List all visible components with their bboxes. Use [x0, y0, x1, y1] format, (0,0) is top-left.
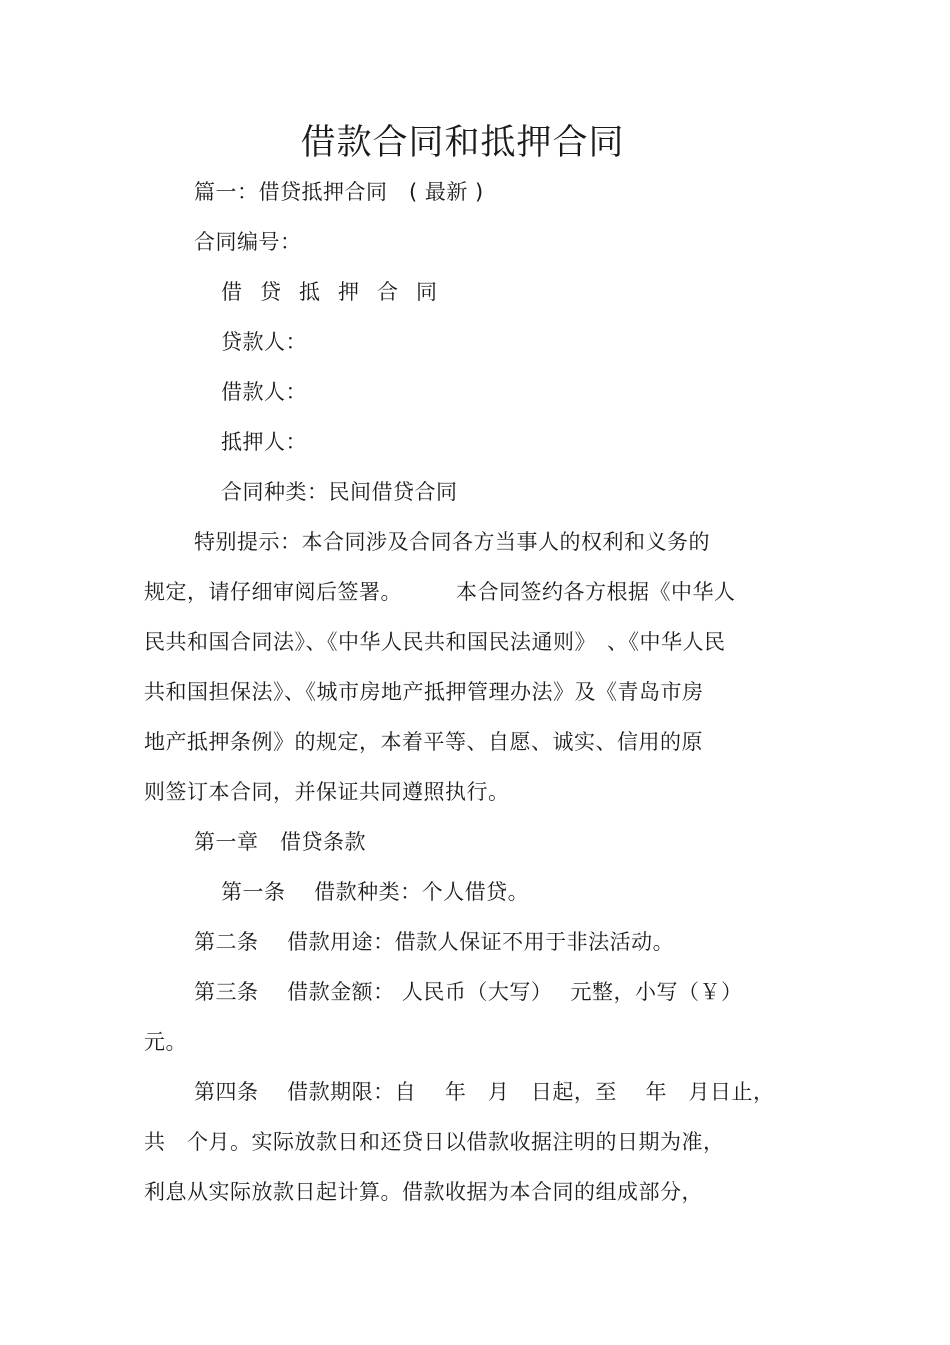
- borrower-label: 借款人：: [221, 380, 307, 404]
- chapter-heading: 第一章 借贷条款: [194, 830, 366, 854]
- paragraph-line: 特别提示：本合同涉及合同各方当事人的权利和义务的: [194, 530, 710, 554]
- article-line: 第四条 借款期限：自 年 月 日起，至 年 月日止，: [194, 1080, 775, 1104]
- lender-label: 贷款人：: [221, 330, 307, 354]
- article-line: 第三条 借款金额： 人民币（大写） 元整，小写（￥）: [194, 980, 743, 1004]
- mortgagor-label: 抵押人：: [221, 430, 307, 454]
- section-heading: 篇一：借贷抵押合同 ( 最新 ): [194, 180, 484, 204]
- contract-type-line: 合同种类：民间借贷合同: [221, 480, 458, 504]
- paragraph-line: 地产抵押条例》的规定，本着平等、自愿、诚实、信用的原: [144, 730, 703, 754]
- contract-subtitle: 借贷抵押合同: [221, 280, 455, 304]
- document-title: 借款合同和抵押合同: [300, 123, 625, 163]
- article-line: 第一条 借款种类：个人借贷。: [221, 880, 530, 904]
- paragraph-line: 规定，请仔细审阅后签署。 本合同签约各方根据《中华人: [144, 580, 736, 604]
- paragraph-line: 则签订本合同，并保证共同遵照执行。: [144, 780, 510, 804]
- contract-number-label: 合同编号：: [194, 230, 302, 254]
- paragraph-line: 共 个月。实际放款日和还贷日以借款收据注明的日期为准，: [144, 1130, 725, 1154]
- paragraph-line: 民共和国合同法》、《中华人民共和国民法通则》 、《中华人民: [144, 630, 726, 654]
- paragraph-line: 共和国担保法》、《城市房地产抵押管理办法》及《青岛市房: [144, 680, 704, 704]
- article-line: 第二条 借款用途：借款人保证不用于非法活动。: [194, 930, 675, 954]
- paragraph-line: 利息从实际放款日起计算。借款收据为本合同的组成部分，: [144, 1180, 703, 1204]
- paragraph-line: 元。: [144, 1030, 187, 1054]
